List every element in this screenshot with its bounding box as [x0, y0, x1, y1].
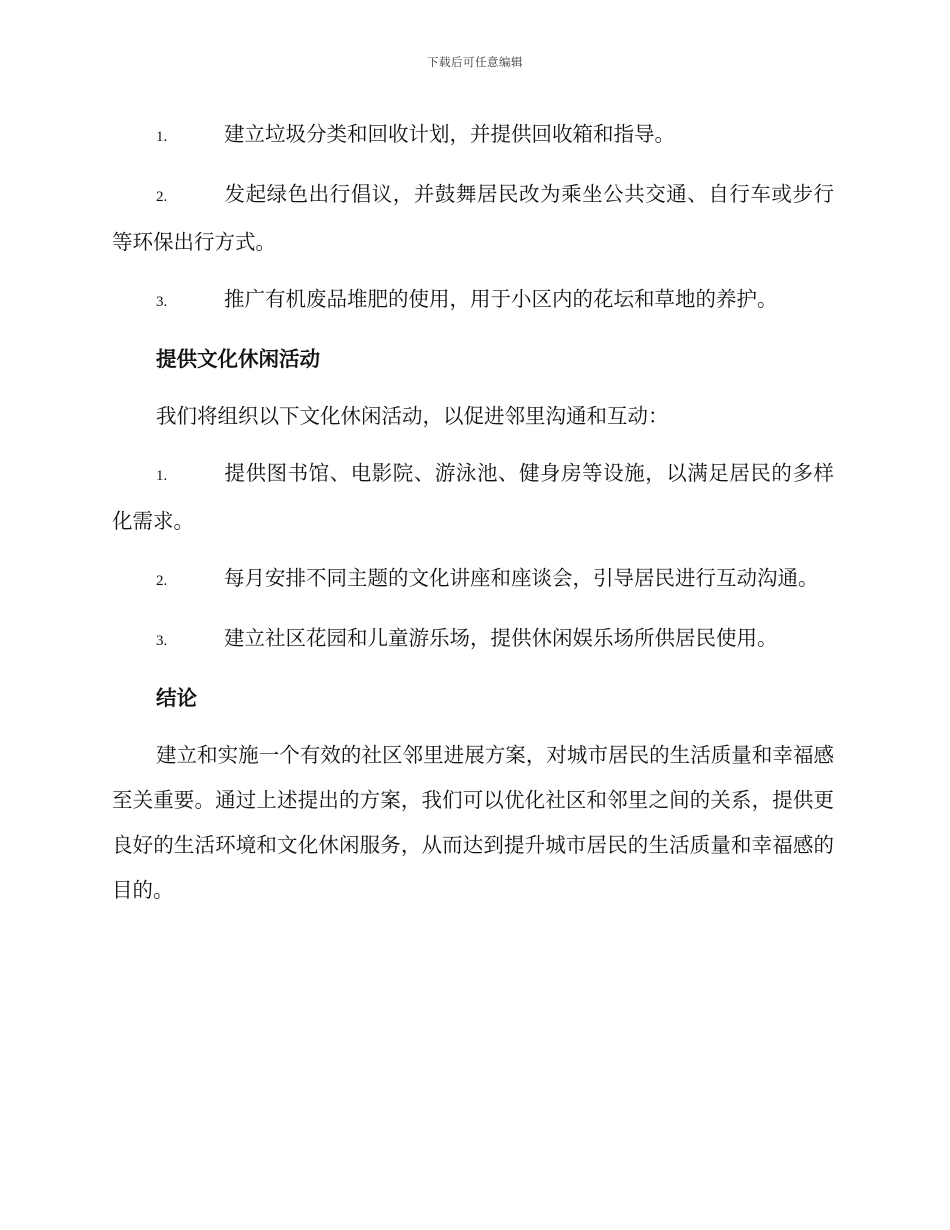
list-number: 1.	[156, 468, 168, 484]
list-number: 2.	[156, 573, 168, 589]
section-intro: 我们将组织以下文化休闲活动，以促进邻里沟通和互动：	[156, 404, 669, 428]
list-item	[112, 277, 834, 325]
list-number: 3.	[156, 294, 168, 310]
list-item	[112, 172, 834, 265]
list-number: 2.	[156, 189, 168, 205]
list-text: 发起绿色出行倡议，并鼓舞居民改为乘坐公共交通、自行车或步行等环保出行方式。	[112, 182, 834, 254]
conclusion-paragraph: 建立和实施一个有效的社区邻里进展方案，对城市居民的生活质量和幸福感至关重要。通过上述提出的方案，我们可以优化社区和邻里之间的关系，提供更良好的生活环境和文化休闲服务，从而达到提升城市居民的生活质量和幸福感的目的。	[112, 743, 834, 902]
section-heading: 提供文化休闲活动	[156, 347, 320, 371]
list-text: 提供图书馆、电影院、游泳池、健身房等设施，以满足居民的多样化需求。	[112, 461, 834, 533]
list-item	[112, 616, 834, 664]
list-item	[112, 451, 834, 544]
list-text: 每月安排不同主题的文化讲座和座谈会，引导居民进行互动沟通。	[224, 566, 819, 590]
list-item	[112, 556, 834, 604]
list-text: 建立社区花园和儿童游乐场，提供休闲娱乐场所供居民使用。	[224, 626, 778, 650]
list-number: 3.	[156, 633, 168, 649]
list-item	[112, 112, 834, 160]
list-number: 1.	[156, 129, 168, 145]
list-text: 推广有机废品堆肥的使用，用于小区内的花坛和草地的养护。	[224, 287, 778, 311]
conclusion-heading: 结论	[156, 686, 197, 710]
list-text: 建立垃圾分类和回收计划，并提供回收箱和指导。	[224, 122, 675, 146]
document-body	[112, 112, 834, 925]
page-header: 下载后可任意编辑	[427, 55, 523, 69]
